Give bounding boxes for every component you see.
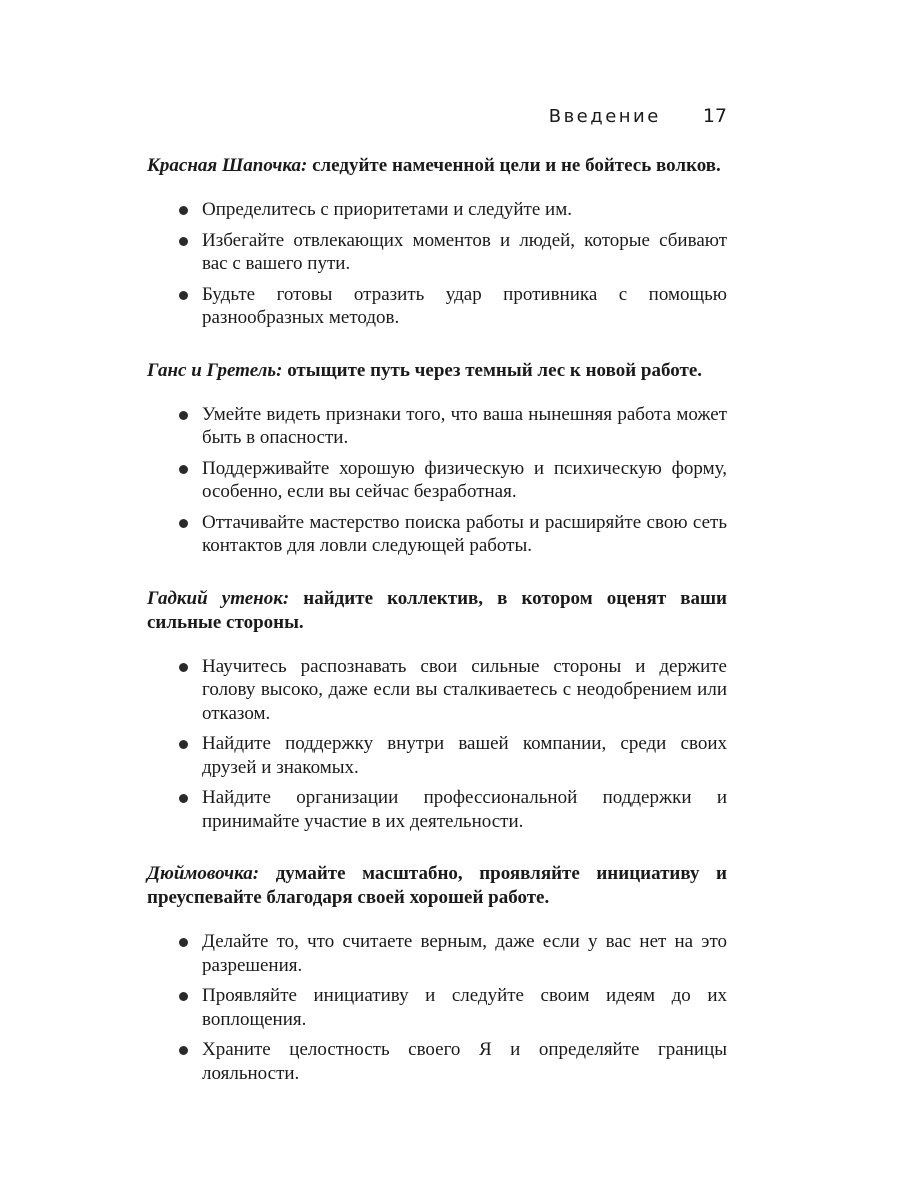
list-item (147, 403, 727, 450)
section-ugly-duckling (147, 587, 727, 834)
list-item (147, 229, 727, 276)
list-item (147, 511, 727, 558)
list-item (147, 1038, 727, 1085)
section-title: найдите коллектив, в котором оценят ваши сильные стороны. (147, 587, 728, 633)
list-item (147, 457, 727, 504)
section-title: следуйте намеченной цели и не бойтесь волков. (312, 155, 721, 176)
bullet-icon (179, 465, 188, 474)
list-item-text: Оттачивайте мастерство поиска работы и расширяйте свою сеть контактов для ловли следующей работы. (202, 511, 727, 556)
section-title: отыщите путь через темный лес к новой работе. (287, 359, 702, 381)
section-title: думайте масштабно, проявляйте инициативу и преуспевайте благодаря своей хорошей работе. (147, 863, 727, 908)
running-header (549, 105, 727, 127)
list-item (147, 930, 727, 977)
list-item-text: Умейте видеть признаки того, что ваша нынешняя работа может быть в опасности. (202, 403, 727, 448)
list-item (147, 732, 727, 779)
bullet-icon (179, 519, 188, 528)
bullet-icon (179, 206, 188, 215)
running-header-section: Введение (548, 106, 661, 127)
bullet-icon (179, 740, 188, 749)
section-heading (147, 862, 727, 910)
list-item-text: Найдите поддержку внутри вашей компании, среди своих друзей и знакомых. (202, 733, 727, 778)
bullet-icon (179, 291, 188, 300)
list-item-text: Проявляйте инициативу и следуйте своим идеям до их воплощения. (202, 985, 727, 1030)
bullet-list (147, 655, 727, 834)
list-item-text: Определитесь с приоритетами и следуйте им. (202, 199, 572, 220)
list-item (147, 655, 727, 726)
list-item (147, 198, 727, 222)
list-item (147, 283, 727, 330)
bullet-icon (179, 411, 188, 420)
bullet-icon (179, 663, 188, 672)
section-red-riding-hood (147, 154, 727, 330)
bullet-icon (179, 237, 188, 246)
list-item-text: Будьте готовы отразить удар противника с помощью разнообразных методов. (202, 283, 727, 328)
section-heading (147, 587, 727, 635)
list-item-text: Избегайте отвлекающих моментов и людей, которые сбивают вас с вашего пути. (202, 229, 727, 274)
bullet-icon (179, 794, 188, 803)
section-thumbelina (147, 862, 727, 1085)
page-number: 17 (702, 105, 727, 127)
bullet-icon (179, 1046, 188, 1055)
bullet-list (147, 198, 727, 330)
section-hansel-and-gretel (147, 359, 727, 558)
bullet-list (147, 403, 727, 558)
list-item (147, 786, 727, 833)
tale-name: Ганс и Гретель: (147, 359, 283, 381)
list-item-text: Поддерживайте хорошую физическую и психическую форму, особенно, если вы сейчас безработная. (202, 457, 727, 502)
tale-name: Гадкий утенок: (147, 587, 290, 609)
list-item-text: Храните целостность своего Я и определяйте границы лояльности. (202, 1039, 727, 1084)
page-content (147, 154, 727, 1114)
tale-name: Красная Шапочка: (147, 155, 308, 176)
tale-name: Дюймовочка: (147, 863, 260, 884)
list-item (147, 984, 727, 1031)
section-heading (147, 154, 727, 178)
list-item-text: Делайте то, что считаете верным, даже если у вас нет на это разрешения. (202, 931, 727, 976)
list-item-text: Найдите организации профессиональной поддержки и принимайте участие в их деятельности. (202, 787, 727, 832)
bullet-list (147, 930, 727, 1085)
bullet-icon (179, 992, 188, 1001)
section-heading (147, 359, 727, 383)
list-item-text: Научитесь распознавать свои сильные стороны и держите голову высоко, даже если вы сталкиваетесь с неодобрением или отказом. (202, 655, 727, 724)
bullet-icon (179, 938, 188, 947)
